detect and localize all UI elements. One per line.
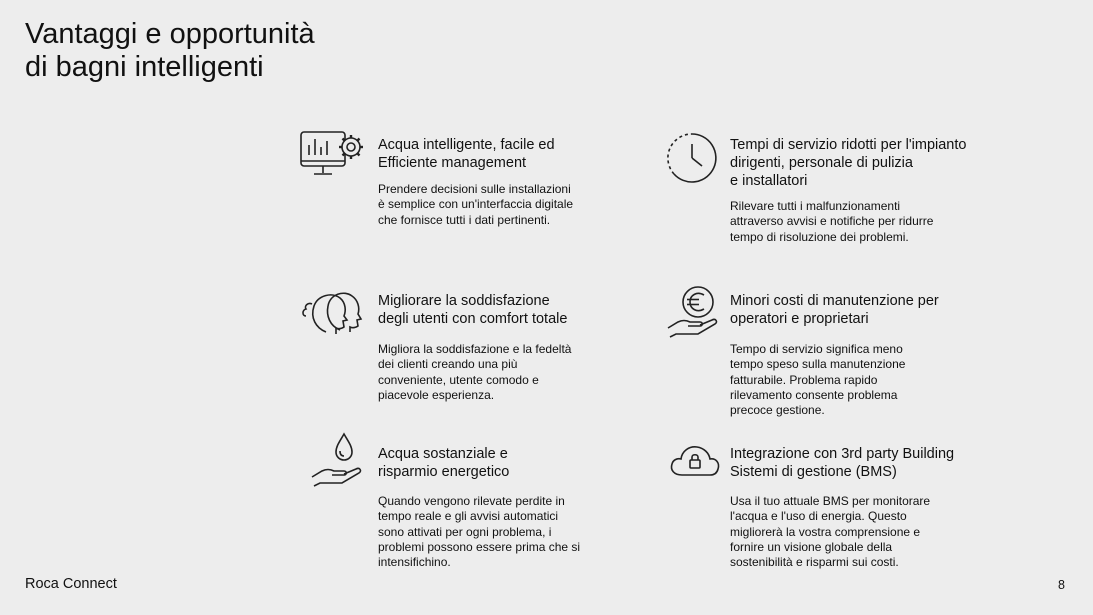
- footer-brand: Roca Connect: [25, 576, 117, 592]
- benefit-heading: Tempi di servizio ridotti per l'impianto dirigenti, personale di pulizia e installatori: [730, 137, 967, 189]
- slide-title: [25, 18, 315, 84]
- water-drop-hand-icon: [310, 431, 376, 487]
- benefit-heading: Acqua intelligente, facile ed Efficiente management: [378, 137, 555, 171]
- people-faces-icon: [300, 286, 366, 342]
- benefit-description: Migliora la soddisfazione e la fedeltà dei clienti creando una più conveniente, utente comodo e piacevole esperienza.: [378, 342, 572, 402]
- benefit-description: Prendere decisioni sulle installazioni è semplice con un'interfaccia digitale che fornisce tutti i dati pertinenti.: [378, 182, 574, 227]
- benefit-description: Tempo di servizio significa meno tempo speso sulla manutenzione fatturabile. Problema rapido rilevamento consente problema precoce gestione.: [730, 342, 906, 418]
- benefit-heading: Migliorare la soddisfazione degli utenti con comfort totale: [378, 293, 568, 327]
- benefit-description: Rilevare tutti i malfunzionamenti attraverso avvisi e notifiche per ridurre tempo di risoluzione dei problemi.: [730, 199, 934, 244]
- benefit-heading: Integrazione con 3rd party Building Sistemi di gestione (BMS): [730, 446, 955, 480]
- title-line: Vantaggi e opportunità: [25, 18, 315, 50]
- monitor-gear-icon: [300, 130, 366, 186]
- clock-icon: [662, 130, 728, 186]
- benefit-heading: Minori costi di manutenzione per operatori e proprietari: [730, 293, 939, 327]
- benefit-description: Quando vengono rilevate perdite in tempo reale e gli avvisi automatici sono attivati per ogni problema, i problemi possono essere prima che si intensifichino.: [378, 494, 581, 570]
- page-number: 8: [1058, 578, 1065, 592]
- benefit-heading: Acqua sostanziale e risparmio energetico: [378, 446, 510, 480]
- euro-hand-icon: [666, 284, 732, 340]
- benefit-description: Usa il tuo attuale BMS per monitorare l'acqua e l'uso di energia. Questo migliorerà la vostra comprensione e fornire un visione globale della sostenibilità e risparmi sui costi.: [730, 494, 931, 570]
- cloud-lock-icon: [668, 439, 734, 495]
- title-line: di bagni intelligenti: [25, 51, 264, 83]
